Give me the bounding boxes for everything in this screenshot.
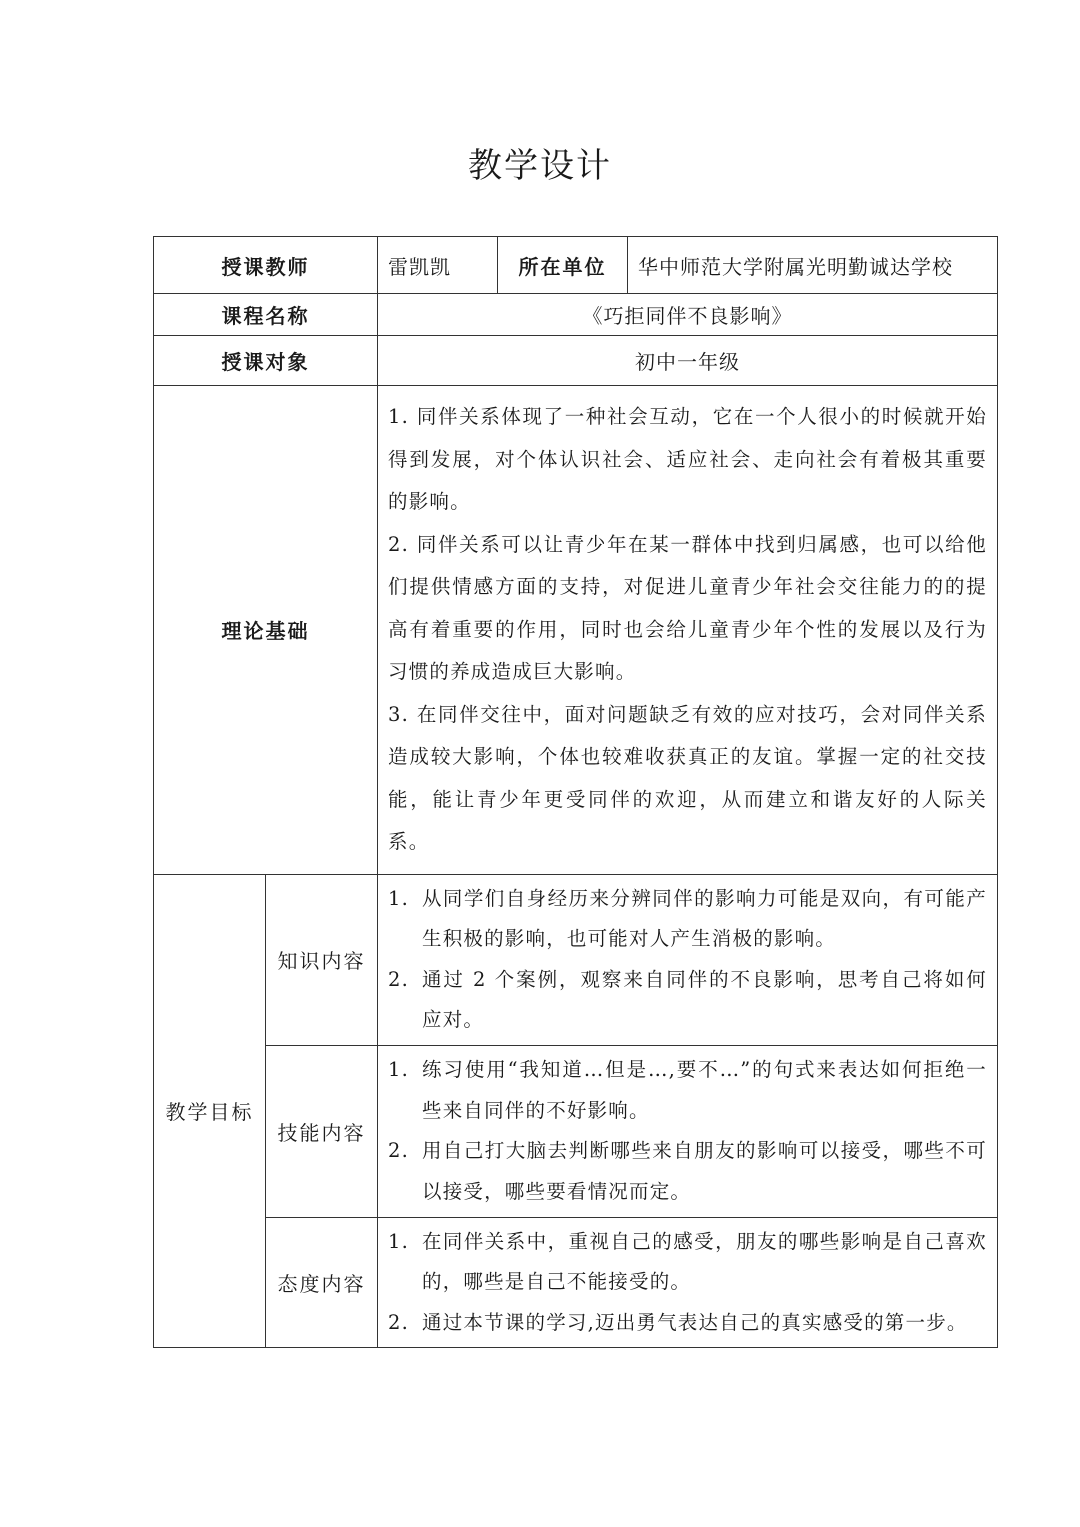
list-item: [388, 1050, 987, 1131]
skill-content: [378, 1045, 998, 1217]
theory-paragraph: 1. 同伴关系体现了一种社会互动，它在一个人很小的时候就开始得到发展，对个体认识社会、适应社会、走向社会有着极其重要的影响。: [388, 405, 987, 513]
teacher-value: 雷凯凯: [378, 237, 498, 294]
item-number: 2.: [388, 1310, 410, 1334]
item-number: 2.: [388, 1139, 410, 1162]
list-item: [388, 960, 987, 1041]
audience-label: 授课对象: [154, 336, 378, 386]
unit-label: 所在单位: [498, 237, 628, 294]
unit-value: 华中师范大学附属光明勤诚达学校: [628, 237, 998, 294]
item-number: 1.: [388, 1229, 410, 1253]
theory-paragraph: 3. 在同伴交往中，面对问题缺乏有效的应对技巧，会对同伴关系造成较大影响，个体也较难收获真正的友谊。掌握一定的社交技能，能让青少年更受同伴的欢迎，从而建立和谐友好的人际关系。: [388, 702, 987, 853]
list-item: [388, 1131, 987, 1212]
item-text: 练习使用“我知道…但是…,要不…”的句式来表达如何拒绝一些来自同伴的不好影响。: [422, 1058, 987, 1122]
list-item: [388, 1303, 987, 1344]
audience-value: 初中一年级: [378, 336, 998, 386]
item-number: 1.: [388, 1058, 410, 1081]
item-text: 从同学们自身经历来分辨同伴的影响力可能是双向，有可能产生积极的影响，也可能对人产生消极的影响。: [422, 886, 987, 950]
row-knowledge: [154, 874, 998, 1045]
theory-content: [378, 386, 998, 875]
teacher-label: 授课教师: [154, 237, 378, 294]
row-attitude: [154, 1217, 998, 1348]
list-item: [388, 879, 987, 960]
attitude-label: 态度内容: [266, 1217, 378, 1348]
skill-label: 技能内容: [266, 1045, 378, 1217]
item-number: 1.: [388, 886, 410, 910]
page-title: 教学设计: [468, 146, 612, 186]
knowledge-label: 知识内容: [266, 874, 378, 1045]
list-item: [388, 1222, 987, 1303]
item-number: 2.: [388, 967, 410, 991]
row-teacher: [154, 237, 998, 294]
knowledge-content: [378, 874, 998, 1045]
attitude-content: [378, 1217, 998, 1348]
item-text: 通过本节课的学习,迈出勇气表达自己的真实感受的第一步。: [422, 1310, 968, 1334]
row-course: [154, 294, 998, 336]
theory-label: 理论基础: [154, 386, 378, 875]
theory-paragraph: 2. 同伴关系可以让青少年在某一群体中找到归属感，也可以给他们提供情感方面的支持，对促进儿童青少年社会交往能力的的提高有着重要的作用，同时也会给儿童青少年个性的发展以及行为习惯的养成造成巨大影响。: [388, 532, 987, 683]
course-value: 《巧拒同伴不良影响》: [378, 294, 998, 336]
row-audience: [154, 336, 998, 386]
teaching-design-table: [153, 236, 998, 1348]
row-theory: [154, 386, 998, 875]
row-skill: [154, 1045, 998, 1217]
item-text: 用自己打大脑去判断哪些来自朋友的影响可以接受，哪些不可以接受，哪些要看情况而定。: [422, 1139, 987, 1203]
item-text: 在同伴关系中，重视自己的感受，朋友的哪些影响是自己喜欢的，哪些是自己不能接受的。: [422, 1229, 987, 1293]
goals-label: 教学目标: [154, 874, 266, 1348]
item-text: 通过 2 个案例，观察来自同伴的不良影响，思考自己将如何应对。: [422, 967, 987, 1031]
course-label: 课程名称: [154, 294, 378, 336]
